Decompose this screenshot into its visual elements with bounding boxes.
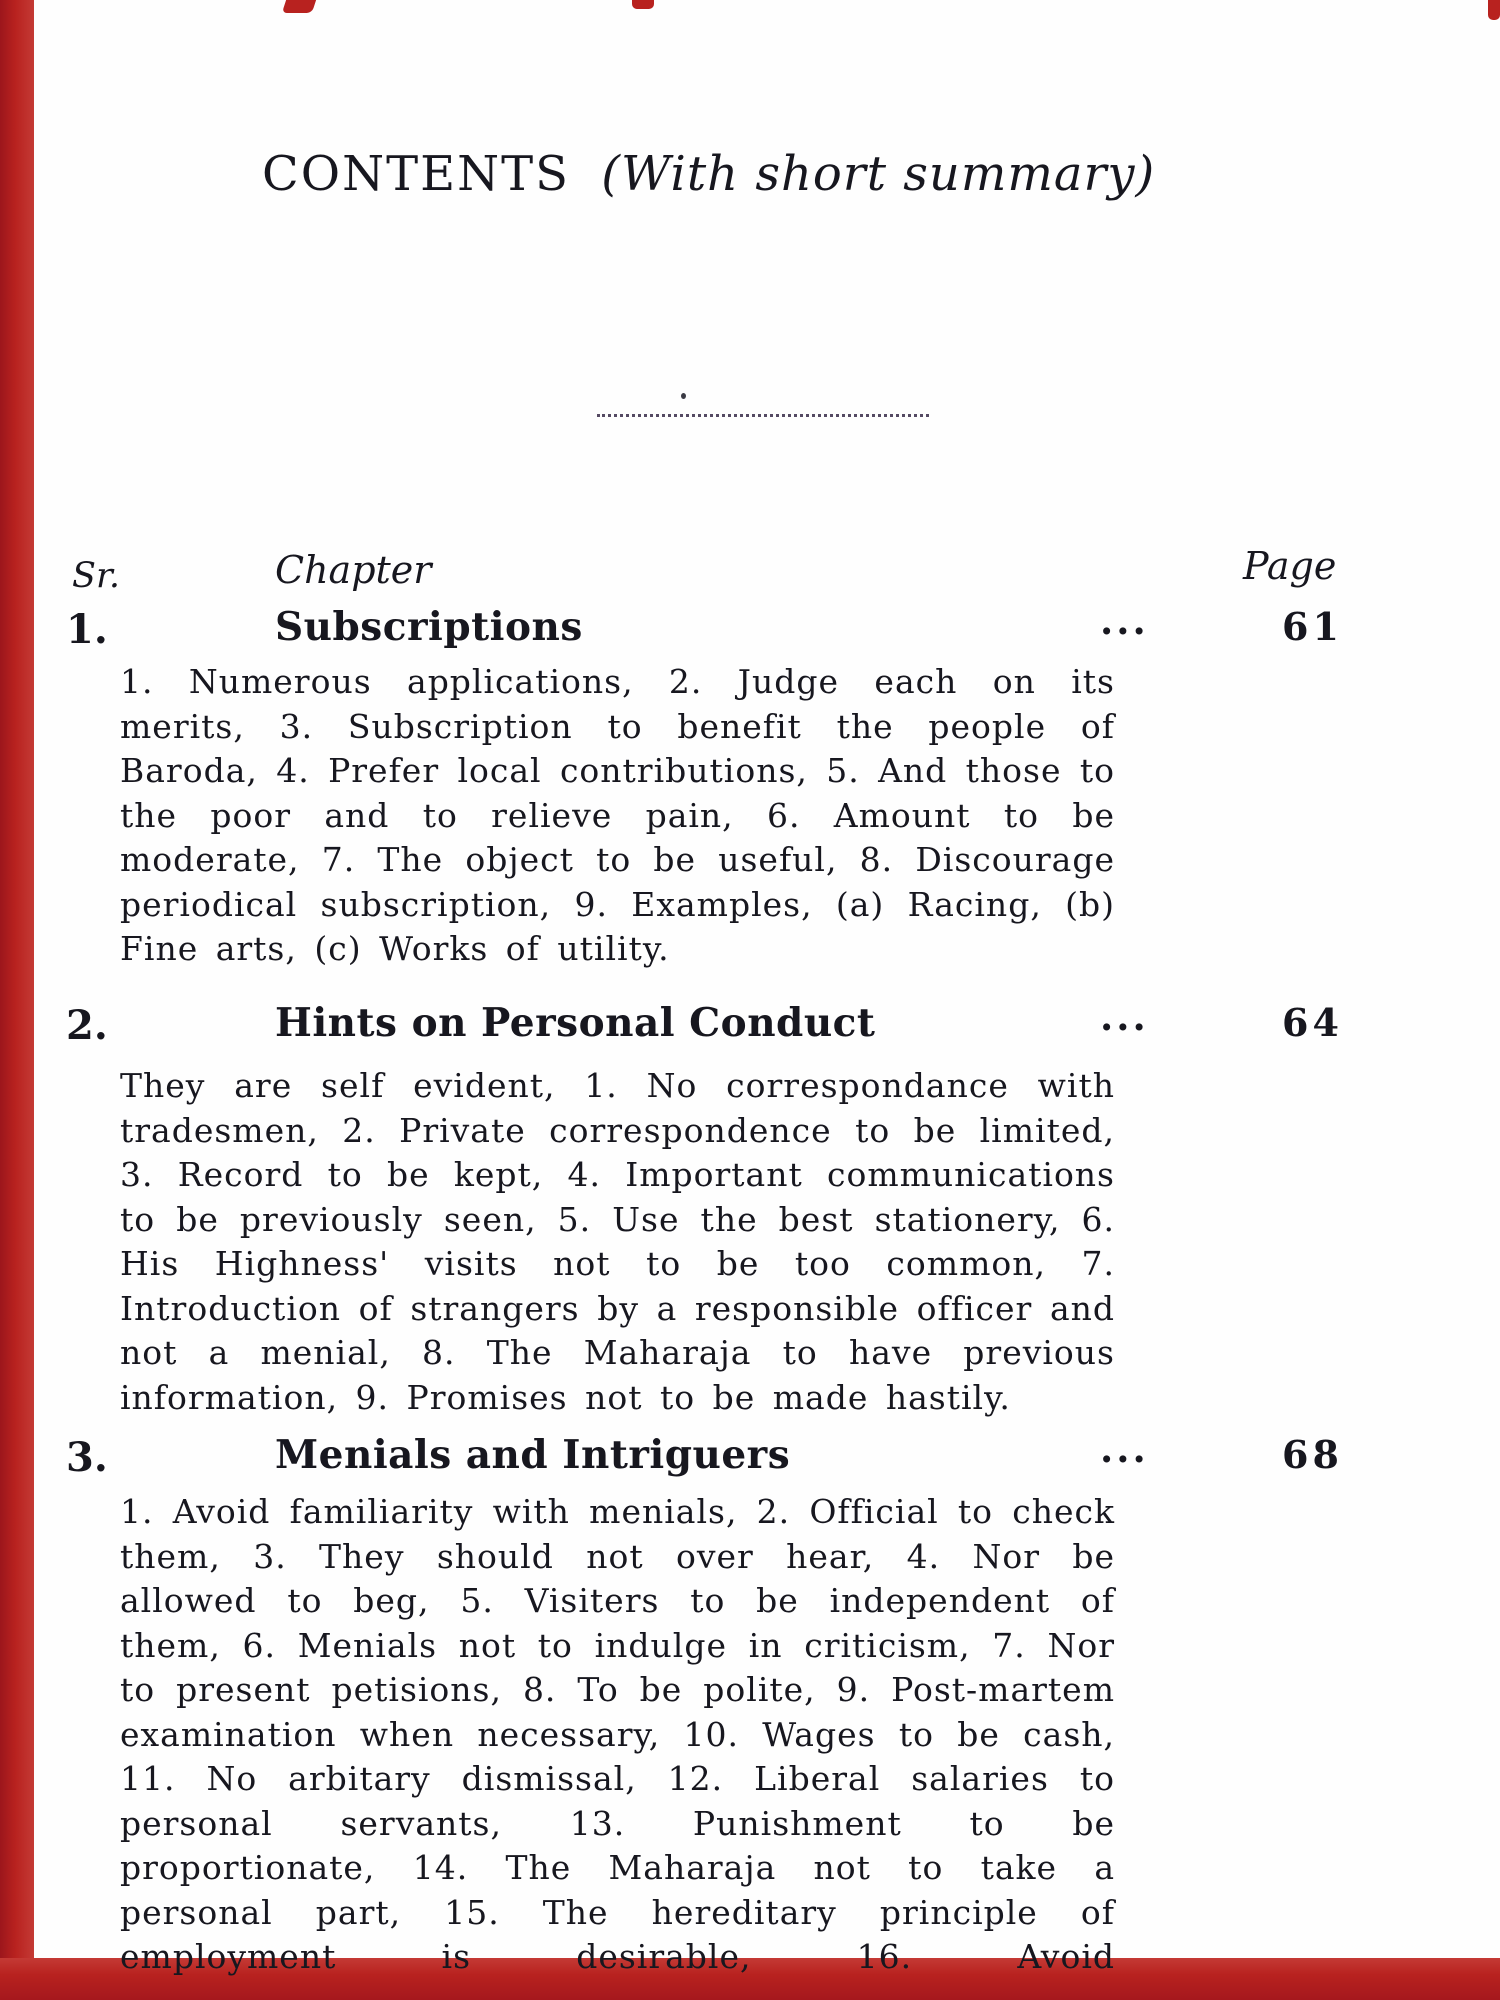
column-header-chapter: Chapter — [275, 548, 432, 592]
entry-page-number: 64 — [1282, 1000, 1343, 1045]
column-header-sr: Sr. — [72, 556, 120, 596]
page-title — [262, 146, 1155, 202]
scan-edge-mark — [1488, 0, 1500, 20]
entry-title: Subscriptions — [275, 604, 583, 650]
entry-number: 1. — [66, 606, 108, 653]
toc-entry-subscriptions — [0, 598, 1500, 656]
entry-number: 3. — [66, 1434, 108, 1481]
toc-entry-personal-conduct — [0, 994, 1500, 1052]
entry-title: Hints on Personal Conduct — [275, 1000, 876, 1046]
leader-dots: ... — [1100, 1426, 1149, 1471]
leader-dots: ... — [1100, 598, 1149, 643]
toc-entry-menials-intriguers — [0, 1426, 1500, 1484]
entry-page-number: 61 — [1282, 604, 1343, 649]
entry-summary: 1. Numerous applications, 2. Judge each on its merits, 3. Subscription to benefit the people of Baroda, 4. Prefer local contributions, 5. And those to the poor and to relieve pain, 6. Amount to be moderate, 7. The object to be useful, 8. Discourage periodical subscription, 9. Examples, (a) Racing, (b) Fine arts, (c) Works of utility. — [120, 662, 1115, 968]
page-title-annotation: (With short summary) — [601, 146, 1156, 202]
ink-speck — [681, 393, 686, 399]
entry-summary: 1. Avoid familiarity with menials, 2. Official to check them, 3. They should not over hear, 4. Nor be allowed to beg, 5. Visiters to be independent of them, 6. Menials not to indulge in criticism, 7. Nor to present petisions, 8. To be polite, 9. Post-martem examination when necessary, 10. Wages to be cash, 11. No arbitary dismissal, 12. Liberal salaries to personal servants, 13. Punishment to be proportionate, 14. The Maharaja not to take a personal part, 15. The hereditary principle of employment is desirable, 16. Avoid — [120, 1492, 1115, 1976]
page-title-main: CONTENTS — [262, 146, 571, 202]
divider-squiggle — [597, 414, 929, 417]
scan-edge-mark — [632, 0, 654, 9]
entry-page-number: 68 — [1282, 1432, 1343, 1477]
entry-title: Menials and Intriguers — [275, 1432, 791, 1478]
column-header-page: Page — [1243, 544, 1337, 588]
entry-summary: They are self evident, 1. No correspondance with tradesmen, 2. Private correspondence to be limited, 3. Record to be kept, 4. Important communications to be previously seen, 5. Use the best stationery, 6. His Highness' visits not to be too common, 7. Introduction of strangers by a responsible officer and not a menial, 8. The Maharaja to have previous information, 9. Promises not to be made hastily. — [120, 1066, 1115, 1417]
entry-number: 2. — [66, 1002, 108, 1049]
leader-dots: ... — [1100, 994, 1149, 1039]
scan-edge-mark — [282, 0, 316, 13]
